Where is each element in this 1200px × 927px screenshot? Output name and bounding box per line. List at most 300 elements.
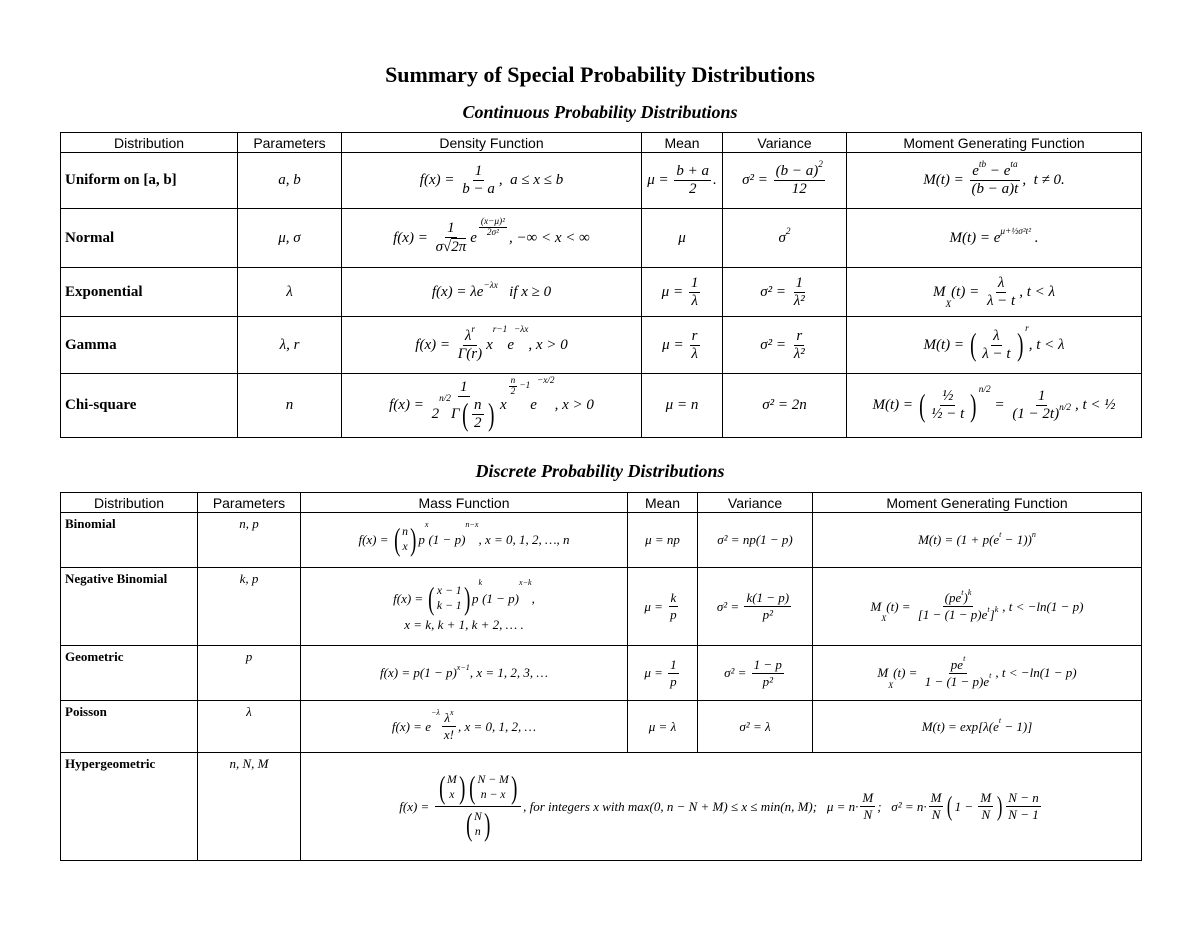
- formula-text: N: [931, 807, 941, 822]
- fraction-numerator: [970, 160, 1019, 181]
- distribution-name: Hypergeometric: [61, 753, 198, 861]
- formula-text: , x > 0: [528, 336, 568, 353]
- formula-group: [647, 163, 717, 198]
- formula-text: k: [967, 587, 972, 597]
- formula-group: [519, 578, 532, 587]
- formula-group: [796, 328, 802, 345]
- fraction-denominator: [930, 807, 943, 823]
- binomial-coefficient: [392, 522, 419, 558]
- formula-text: tb: [978, 160, 987, 171]
- radical-sign: √: [442, 238, 452, 255]
- formula-group: [662, 275, 703, 310]
- formula-text: p²: [762, 673, 773, 689]
- fraction-numerator: [794, 275, 806, 293]
- left-paren: (: [969, 327, 977, 362]
- mass-function: [301, 513, 628, 568]
- superscript: [519, 578, 532, 587]
- formula-text: Γ(r): [457, 345, 483, 362]
- formula-text: e: [507, 336, 514, 353]
- formula-text: μ =: [644, 598, 667, 614]
- fraction-numerator: [674, 163, 711, 181]
- formula-text: μ+½σ²t²: [1000, 226, 1032, 237]
- fraction-numerator: [479, 217, 507, 228]
- formula-text: x: [449, 707, 454, 717]
- formula-text: 1 − (1 − p)e: [924, 673, 990, 689]
- fraction-numerator: [752, 657, 784, 674]
- left-paren: (: [428, 580, 435, 616]
- fraction-numerator: [669, 590, 679, 607]
- fraction-denominator: [761, 674, 775, 690]
- formula-text: b + a: [676, 163, 710, 179]
- formula-group: [792, 181, 807, 198]
- formula-group: [1038, 388, 1046, 405]
- formula-group: [477, 773, 508, 788]
- formula-text: k: [994, 604, 999, 614]
- formula-text: μ = n: [665, 397, 699, 413]
- formula-group: [458, 346, 482, 363]
- formula-text: 2: [818, 160, 823, 171]
- right-paren: ): [410, 522, 417, 557]
- formula-text: X: [945, 299, 952, 310]
- binomial-coefficient: [426, 581, 472, 617]
- formula-group: [460, 379, 468, 396]
- formula-text: M: [932, 283, 946, 300]
- formula-text: 2: [431, 406, 440, 422]
- formula-text: , t ≠ 0.: [1022, 172, 1065, 188]
- formula-text: M(t) =: [923, 172, 968, 188]
- moment-generating-function: [813, 513, 1142, 568]
- moment-generating-function: [813, 701, 1142, 753]
- formula-group: [464, 324, 475, 345]
- formula-group: [794, 346, 805, 363]
- right-paren: ): [970, 387, 977, 423]
- formula-group: [993, 328, 1000, 345]
- formula-text: −λ: [430, 707, 440, 717]
- formula-group: [465, 520, 478, 529]
- formula-text: .: [713, 172, 717, 188]
- table-row: [61, 374, 1142, 438]
- fraction-numerator: [435, 770, 522, 807]
- formula-text: (t) =: [886, 598, 914, 614]
- formula-text: 1: [795, 274, 804, 291]
- fraction: [460, 163, 497, 198]
- formula-group: [666, 397, 699, 414]
- formula-group: [514, 325, 528, 335]
- mean: [642, 153, 723, 209]
- formula-group: [439, 394, 451, 404]
- fraction-numerator: [689, 275, 701, 293]
- formula-group: [999, 530, 1001, 539]
- variance: [698, 701, 813, 753]
- parameters: p: [198, 646, 301, 701]
- formula-text: ½: [942, 388, 954, 404]
- formula-text: σ² = 2n: [762, 397, 807, 413]
- fraction-numerator: [1006, 790, 1040, 807]
- formula-text: − 1)]: [1001, 718, 1033, 734]
- formula-text: x!: [443, 727, 454, 742]
- left-paren: (: [469, 770, 476, 805]
- formula-text: x−1: [456, 662, 470, 672]
- formula-group: [420, 163, 563, 198]
- fraction-denominator: [472, 415, 484, 432]
- formula-text: σ² =: [742, 172, 772, 188]
- fraction: [978, 790, 993, 823]
- formula-group: [924, 671, 992, 690]
- variance: [723, 153, 847, 209]
- binomial-entries: [477, 773, 508, 802]
- fraction: [479, 217, 507, 238]
- formula-text: p: [670, 673, 677, 689]
- formula-group: [481, 217, 505, 227]
- superscript: [963, 654, 965, 663]
- formula-group: [444, 707, 454, 726]
- formula-group: [670, 657, 677, 673]
- formula-text: f(x) =: [393, 590, 427, 606]
- superscript: [1032, 530, 1036, 539]
- formula-group: [474, 415, 482, 432]
- column-header: Mean: [642, 133, 723, 153]
- formula-text: f(x) = e: [391, 718, 431, 734]
- column-header: Moment Generating Function: [847, 133, 1142, 153]
- formula-text: 1: [690, 274, 699, 291]
- table-row: [61, 153, 1142, 209]
- formula-group: [471, 325, 475, 335]
- formula-text: 1: [447, 220, 455, 236]
- formula-text: λ − t: [986, 292, 1016, 309]
- fraction-denominator: [509, 387, 518, 397]
- left-paren: (: [947, 791, 953, 821]
- formula-group: [380, 662, 548, 681]
- formula-text: e: [972, 163, 979, 179]
- formula-group: [689, 181, 697, 198]
- formula-text: n/2: [978, 384, 991, 395]
- fraction-denominator: [485, 228, 501, 238]
- column-header: Mass Function: [301, 493, 628, 513]
- binomial-coefficient: [464, 807, 493, 843]
- binomial-coefficient: [437, 770, 468, 806]
- fraction: [744, 590, 791, 623]
- moment-generating-function: [847, 209, 1142, 268]
- hypergeometric-formula: [301, 753, 1142, 861]
- formula-text: r−1: [492, 324, 508, 335]
- superscript: [457, 663, 470, 672]
- formula-text: b − a: [462, 181, 495, 197]
- formula-group: [888, 681, 893, 690]
- superscript: [537, 376, 555, 386]
- parenthesized: [917, 388, 979, 424]
- superscript: [1025, 324, 1029, 334]
- formula-group: [917, 604, 999, 623]
- formula-text: x: [402, 540, 408, 553]
- formula-group: [754, 657, 782, 673]
- moment-generating-function: [813, 568, 1142, 646]
- superscript: [987, 605, 989, 614]
- formula-text: , for integers x with max(0, n − N + M) ≤ x ≤ min(n, M); μ = n·: [523, 798, 859, 814]
- formula-group: [717, 532, 793, 548]
- formula-group: [870, 587, 1084, 623]
- column-header: Variance: [723, 133, 847, 153]
- parameters: k, p: [198, 568, 301, 646]
- formula-text: M(t) =: [872, 397, 917, 413]
- formula-text: −λx: [513, 324, 529, 335]
- right-paren: ): [1016, 327, 1023, 362]
- fraction: [442, 707, 456, 743]
- formula-group: [670, 607, 677, 623]
- formula-text: σ² =: [724, 665, 750, 680]
- formula-text: λ: [997, 274, 1005, 291]
- continuous-subtitle: Continuous Probability Distributions: [462, 102, 738, 122]
- table-row: [61, 568, 1142, 646]
- formula-text: M: [862, 790, 874, 805]
- formula-group: [987, 605, 989, 614]
- fraction: [929, 790, 944, 823]
- left-paren: (: [465, 807, 472, 842]
- formula-group: [391, 707, 537, 743]
- left-paren: (: [461, 396, 468, 432]
- table-row: [61, 646, 1142, 701]
- fraction: [689, 275, 701, 310]
- formula-text: λ − t: [982, 345, 1011, 362]
- fraction-numerator: [794, 328, 804, 346]
- formula-group: [431, 280, 552, 301]
- formula-group: [923, 324, 1065, 363]
- formula-text: (1 − p): [482, 590, 520, 606]
- table-row: [61, 753, 1142, 861]
- formula-group: [950, 654, 966, 673]
- left-paren: (: [918, 387, 926, 423]
- formula-group: [862, 790, 873, 806]
- formula-text: N: [863, 807, 873, 822]
- formula-group: [998, 275, 1005, 292]
- formula-text: n/2: [1059, 403, 1071, 414]
- formula-text: μ = λ: [648, 718, 677, 734]
- formula-group: [746, 590, 789, 606]
- right-paren: ): [487, 396, 494, 432]
- column-header: Mean: [628, 493, 698, 513]
- distribution-name: Geometric: [61, 646, 198, 701]
- formula-group: [760, 328, 809, 363]
- distribution-name: Uniform on [a, b]: [61, 153, 238, 209]
- mean: [642, 374, 723, 438]
- formula-text: x−k: [519, 578, 532, 588]
- formula-text: f(x) =: [393, 229, 432, 246]
- formula-text: λ: [464, 327, 472, 344]
- formula-text: k: [478, 578, 483, 588]
- fraction-denominator: [792, 293, 807, 310]
- fraction: [689, 328, 700, 363]
- fraction: [752, 657, 784, 690]
- parenthesized: [968, 327, 1025, 363]
- formula-text: n/2: [439, 393, 451, 404]
- fraction-numerator: [509, 376, 518, 387]
- formula-group: [475, 163, 483, 180]
- formula-group: [692, 328, 698, 345]
- distribution-name: Poisson: [61, 701, 198, 753]
- fraction: [774, 160, 825, 198]
- formula-group: [1012, 403, 1071, 423]
- distribution-name: Chi-square: [61, 374, 238, 438]
- fraction-denominator: [456, 346, 484, 363]
- fraction: [456, 324, 484, 363]
- formula-text: N: [981, 807, 991, 822]
- formula-text: 2: [510, 386, 516, 397]
- formula-group: [1025, 324, 1029, 334]
- formula-text: , t < −ln(1 − p): [995, 665, 1077, 680]
- fraction-numerator: [442, 707, 455, 727]
- discrete-subtitle: Discrete Probability Distributions: [475, 461, 725, 481]
- formula-text: x: [449, 788, 455, 801]
- formula-group: [724, 657, 786, 690]
- fraction-denominator: [861, 807, 874, 823]
- fraction-denominator: [970, 181, 1021, 198]
- superscript: [979, 160, 986, 170]
- formula-group: [649, 719, 676, 735]
- formula-text: t: [999, 529, 1002, 539]
- formula-text: f(x) =: [415, 336, 454, 353]
- formula-text: (b − a): [775, 163, 819, 179]
- fraction: [860, 790, 875, 823]
- formula-group: [487, 228, 499, 238]
- formula-text: r: [796, 327, 803, 344]
- table-row: [61, 701, 1142, 753]
- fraction: [970, 160, 1021, 198]
- parameters: λ, r: [238, 317, 342, 374]
- formula-text: r: [471, 324, 475, 335]
- formula-text: ,: [531, 590, 535, 606]
- formula-text: , t < λ: [1019, 283, 1056, 300]
- discrete-distributions-table: [60, 492, 1142, 861]
- formula-text: 1 −: [954, 798, 977, 814]
- variance: [698, 646, 813, 701]
- fraction: [509, 376, 518, 397]
- formula-text: μ: [678, 229, 686, 246]
- fraction-denominator: [668, 674, 679, 690]
- formula-text: k: [670, 590, 677, 605]
- column-header: Distribution: [61, 133, 238, 153]
- formula-text: μ =: [647, 172, 673, 188]
- formula-text: , a ≤ x ≤ b: [498, 172, 564, 188]
- formula-text: M: [446, 773, 457, 787]
- superscript: [961, 588, 963, 597]
- formula-group: [671, 590, 677, 606]
- formula-group: [474, 397, 482, 414]
- formula-text: X: [881, 614, 887, 623]
- parenthesized: [945, 790, 1004, 823]
- fraction-denominator: [790, 181, 809, 198]
- formula-group: [479, 578, 483, 587]
- fraction: [668, 590, 679, 623]
- formula-group: [987, 293, 1015, 310]
- formula-group: [425, 520, 429, 529]
- formula-group: [931, 790, 942, 806]
- formula-text: ta: [1010, 160, 1018, 171]
- superscript: [979, 385, 991, 395]
- fraction-denominator: [689, 346, 700, 363]
- fraction-denominator: [442, 727, 456, 743]
- fraction: [923, 654, 994, 690]
- fraction-denominator: [687, 181, 699, 198]
- left-paren: (: [438, 770, 445, 805]
- mass-function: [301, 568, 628, 646]
- formula-group: [402, 525, 408, 540]
- formula-text: N: [473, 810, 482, 824]
- fraction: [1010, 388, 1073, 423]
- formula-text: n − x: [480, 788, 506, 801]
- variance: [723, 268, 847, 317]
- formula-text: λ: [444, 710, 450, 725]
- formula-group: [537, 376, 555, 386]
- fraction: [674, 163, 711, 198]
- formula-group: [933, 275, 1055, 310]
- fraction: [929, 388, 966, 423]
- formula-text: f(x) =: [389, 397, 428, 413]
- fraction-denominator: [980, 346, 1012, 363]
- fraction-denominator: [434, 238, 469, 256]
- fraction-denominator: [761, 607, 775, 623]
- formula-text: p²: [762, 607, 773, 622]
- formula-text: 2: [688, 181, 697, 197]
- formula-group: [511, 376, 516, 386]
- formula-group: [999, 716, 1001, 725]
- formula-group: [923, 160, 1065, 198]
- fraction: [792, 328, 807, 363]
- formula-group: [921, 716, 1033, 735]
- formula-text: f(x) = p(1 − p): [380, 665, 457, 680]
- formula-text: .: [1031, 229, 1039, 246]
- formula-text: − e: [986, 163, 1011, 179]
- formula-group: [763, 607, 773, 623]
- formula-text: ]: [989, 607, 995, 622]
- formula-group: [389, 375, 594, 433]
- formula-group: [972, 181, 1019, 198]
- formula-group: [464, 807, 493, 843]
- mean: [642, 268, 723, 317]
- superscript: [471, 325, 475, 335]
- fraction-numerator: [996, 275, 1007, 293]
- formula-text: k − 1: [436, 598, 462, 612]
- formula-group: [982, 346, 1010, 363]
- moment-generating-function: [847, 317, 1142, 374]
- formula-text: , t < ½: [1074, 397, 1116, 413]
- superscript: [493, 325, 508, 335]
- formula-text: 2σ²: [486, 228, 499, 239]
- formula-text: t: [961, 587, 964, 597]
- formula-group: [475, 825, 481, 840]
- superscript: [989, 671, 991, 680]
- mean: [628, 568, 698, 646]
- formula-group: [670, 674, 677, 690]
- distribution-name: Negative Binomial: [61, 568, 198, 646]
- formula-text: , x = 1, 2, 3, …: [469, 665, 548, 680]
- formula-group: [968, 588, 972, 597]
- fraction-denominator: [462, 807, 495, 843]
- density-function: [342, 209, 642, 268]
- fraction: [668, 657, 679, 690]
- formula-group: [995, 605, 999, 614]
- formula-group: [1032, 530, 1036, 539]
- formula-group: [678, 230, 686, 247]
- formula-text: M(t) = (1 + p(e: [918, 532, 1000, 547]
- superscript: [465, 520, 478, 529]
- column-header: Parameters: [198, 493, 301, 513]
- density-function: [342, 153, 642, 209]
- mass-function: [301, 646, 628, 701]
- column-header: Distribution: [61, 493, 198, 513]
- formula-group: [477, 217, 509, 238]
- formula-text: σ: [435, 238, 443, 255]
- formula-group: [918, 529, 1036, 548]
- formula-text: n: [474, 825, 481, 838]
